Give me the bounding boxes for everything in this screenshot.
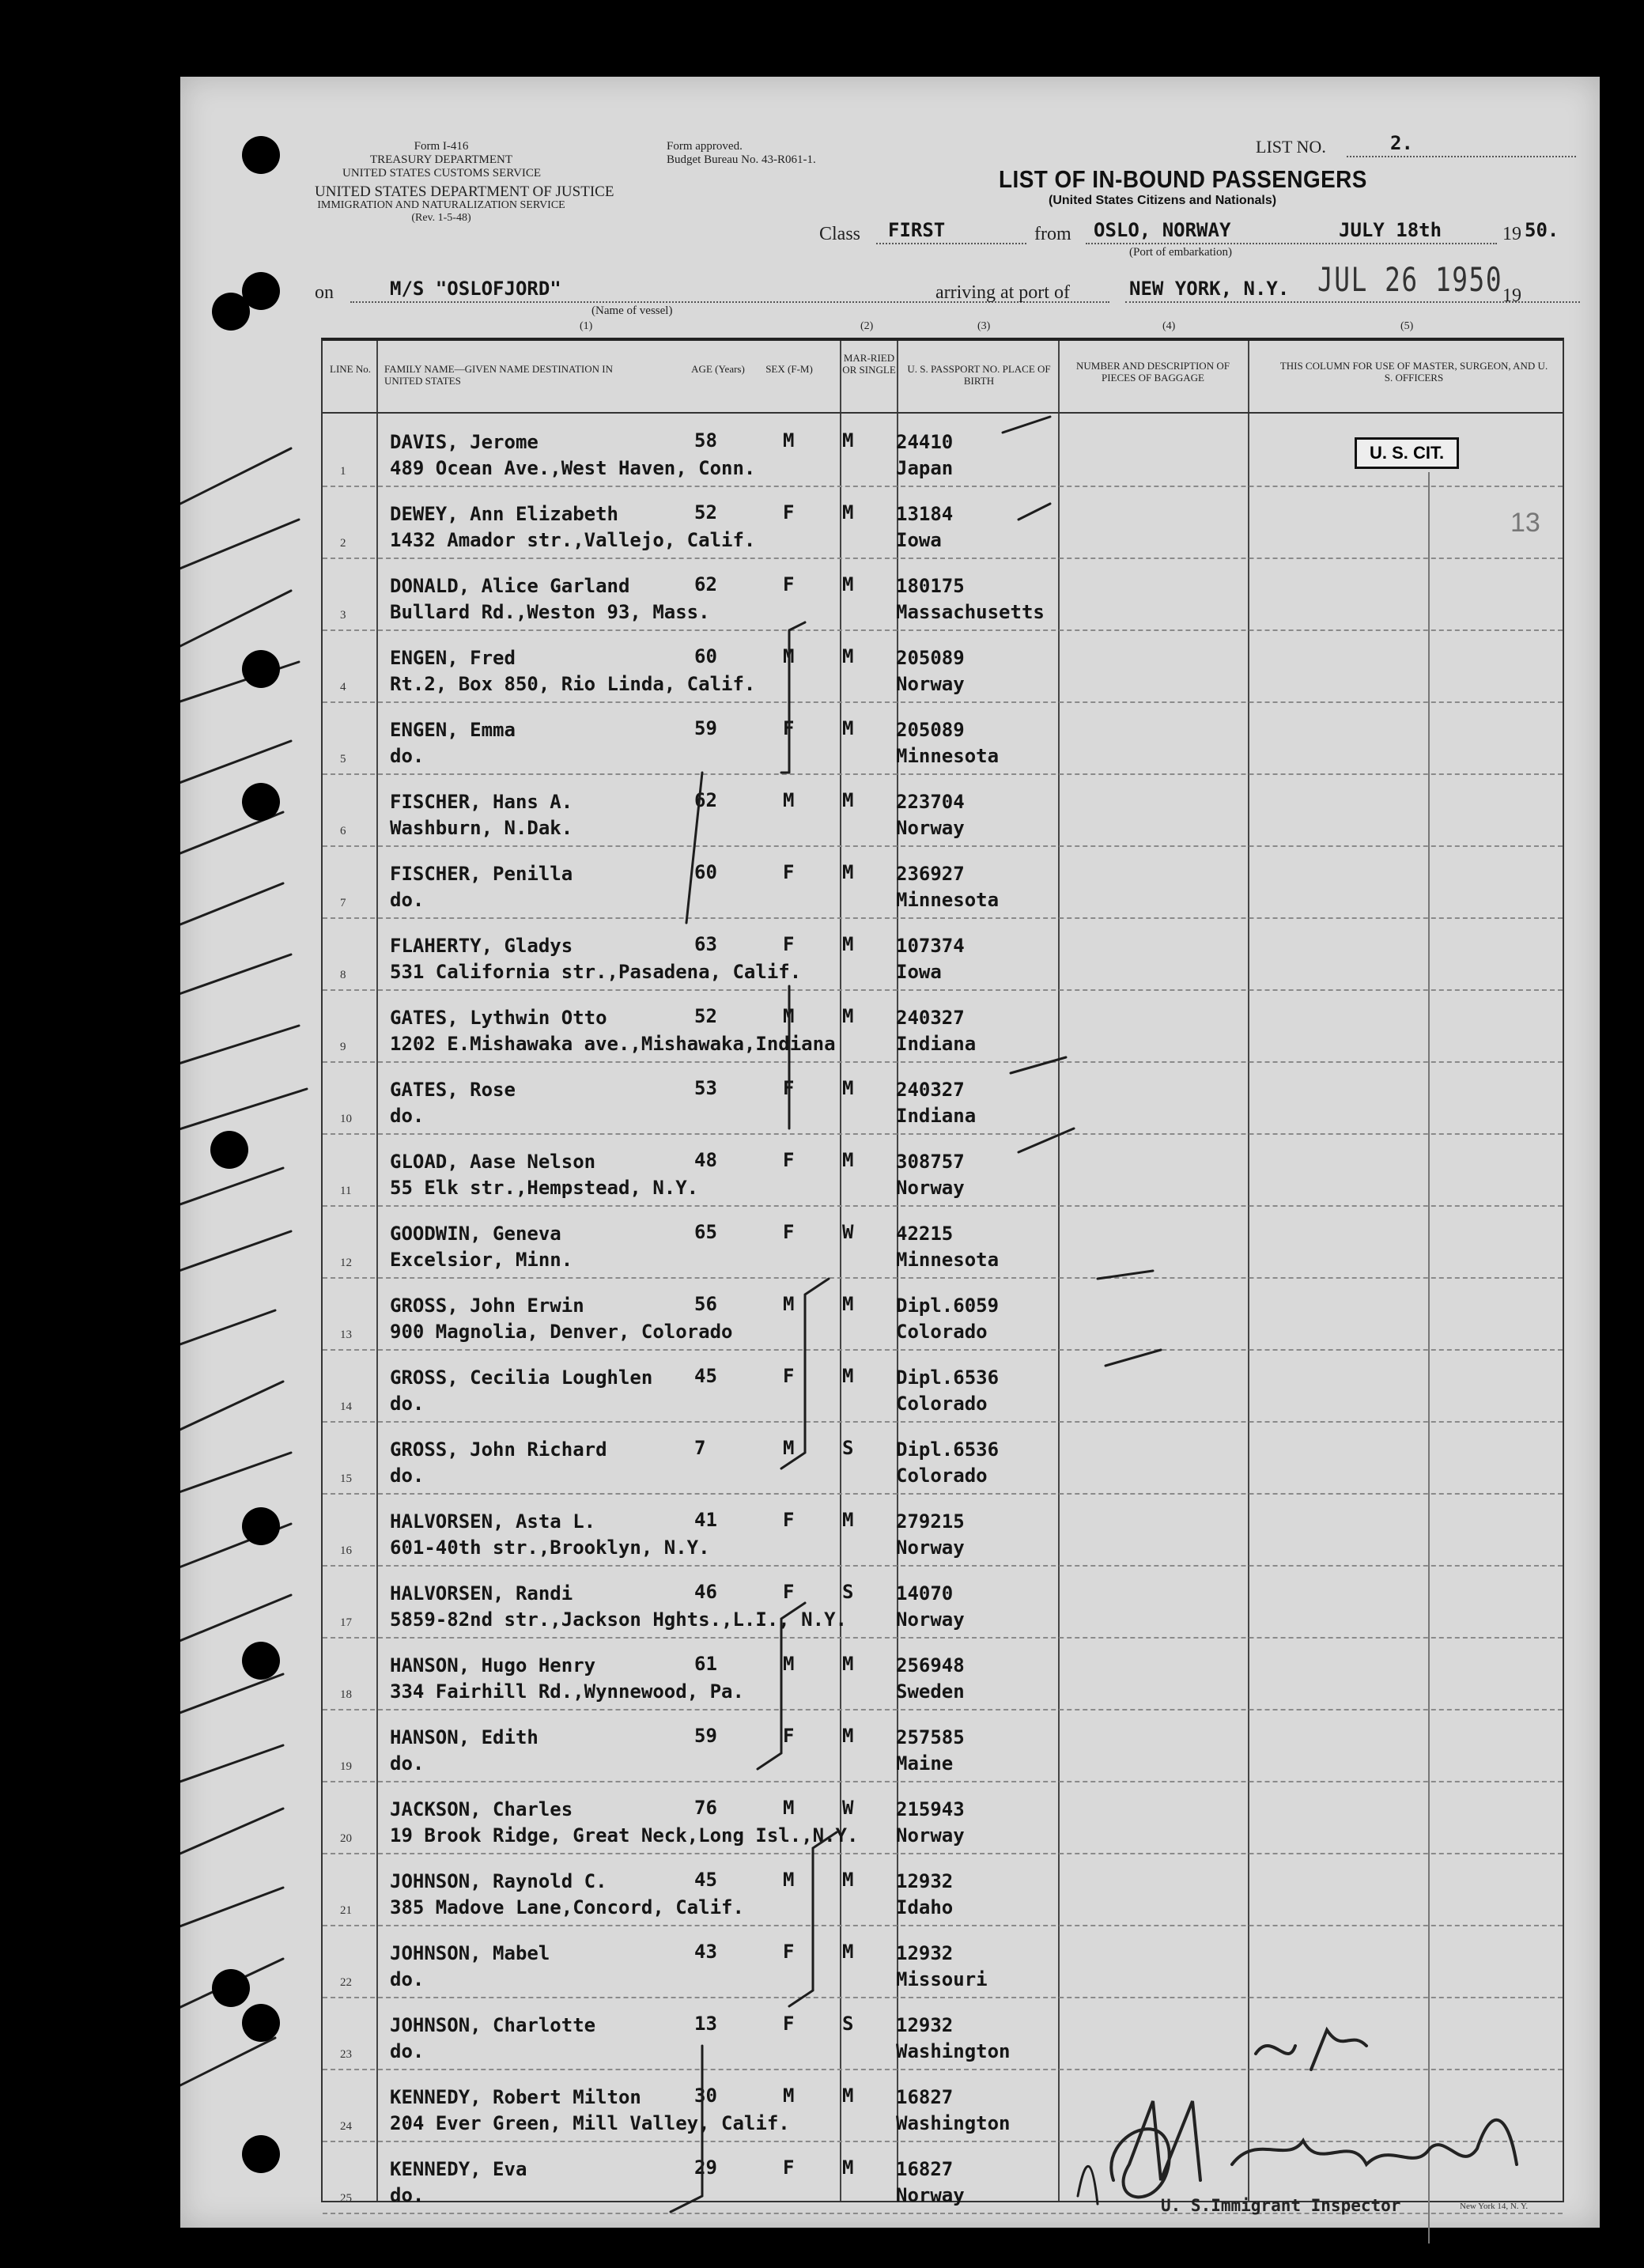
sex-cell: F	[783, 933, 795, 955]
passport-number: 308757	[896, 1151, 965, 1173]
sex-cell: F	[783, 1509, 795, 1531]
arriving-label: arriving at port of	[935, 282, 1070, 303]
sex-cell: F	[783, 717, 795, 739]
destination: do.	[390, 1752, 425, 1775]
marital-cell: M	[842, 1005, 854, 1027]
revision-label: (Rev. 1-5-48)	[411, 212, 471, 224]
form-number: Form I-416	[414, 140, 469, 153]
destination: 1202 E.Mishawaka ave.,Mishawaka,Indiana	[390, 1033, 836, 1055]
destination: 385 Madove Lane,Concord, Calif.	[390, 1896, 744, 1918]
port-embark-label: (Port of embarkation)	[1129, 246, 1232, 259]
sex-cell: F	[783, 501, 795, 524]
destination: 900 Magnolia, Denver, Colorado	[390, 1321, 733, 1343]
passport-number: 180175	[896, 575, 965, 597]
place-of-birth: Norway	[896, 2184, 965, 2206]
destination: do.	[390, 889, 425, 911]
place-of-birth: Iowa	[896, 529, 942, 551]
passenger-name: FISCHER, Hans A.	[390, 791, 573, 813]
vessel-name: M/S "OSLOFJORD"	[390, 278, 561, 300]
passport-number: 256948	[896, 1654, 965, 1676]
destination: 531 California str.,Pasadena, Calif.	[390, 961, 802, 983]
place-of-birth: Idaho	[896, 1896, 954, 1918]
passenger-name: DEWEY, Ann Elizabeth	[390, 503, 618, 525]
age-cell: 58	[694, 429, 717, 452]
line-number: 8	[340, 969, 346, 981]
place-of-birth: Minnesota	[896, 1249, 1000, 1271]
line-number: 17	[340, 1616, 352, 1629]
manifest-page	[180, 77, 1600, 2228]
line-number: 23	[340, 2048, 352, 2061]
line-number: 5	[340, 753, 346, 765]
line-number: 10	[340, 1113, 352, 1125]
page-subtitle: (United States Citizens and Nationals)	[1049, 194, 1277, 207]
age-cell: 62	[694, 573, 717, 595]
inspector-label: U. S.Immigrant Inspector	[1161, 2196, 1401, 2215]
col-age: AGE (Years)	[691, 363, 745, 375]
year-value: 50.	[1525, 219, 1559, 241]
marital-cell: M	[842, 1077, 854, 1099]
line-number: 2	[340, 537, 346, 550]
col-num-1: (1)	[580, 320, 593, 332]
place-of-birth: Indiana	[896, 1033, 977, 1055]
line-number: 3	[340, 609, 346, 622]
marital-cell: M	[842, 2085, 854, 2107]
passport-number: Dipl.6059	[896, 1295, 1000, 1317]
passenger-name: GATES, Rose	[390, 1079, 516, 1101]
age-cell: 60	[694, 861, 717, 883]
from-value: OSLO, NORWAY	[1094, 219, 1231, 241]
passenger-name: GROSS, Cecilia Loughlen	[390, 1366, 653, 1389]
marital-cell: M	[842, 1149, 854, 1171]
form-approved: Form approved.	[667, 140, 743, 153]
destination: 5859-82nd str.,Jackson Hghts.,L.I., N.Y.	[390, 1608, 847, 1631]
sex-cell: M	[783, 1005, 795, 1027]
sex-cell: F	[783, 1581, 795, 1603]
sex-cell: F	[783, 1077, 795, 1099]
destination: 489 Ocean Ave.,West Haven, Conn.	[390, 457, 756, 479]
punch-hole	[212, 1969, 250, 2007]
passport-number: 42215	[896, 1223, 954, 1245]
place-of-birth: Washington	[896, 2112, 1011, 2134]
year-suffix: 19	[1502, 285, 1521, 306]
passenger-name: ENGEN, Fred	[390, 647, 516, 669]
col-sex: SEX (F-M)	[765, 363, 813, 375]
col-num-3: (3)	[977, 320, 991, 332]
marital-cell: M	[842, 1941, 854, 1963]
destination: do.	[390, 1968, 425, 1990]
col-officers: THIS COLUMN FOR USE OF MASTER, SURGEON, AND U. S. OFFICERS	[1279, 360, 1548, 384]
col-num-4: (4)	[1162, 320, 1176, 332]
age-cell: 45	[694, 1869, 717, 1891]
marital-cell: M	[842, 933, 854, 955]
age-cell: 29	[694, 2156, 717, 2179]
col-num-5: (5)	[1400, 320, 1414, 332]
age-cell: 53	[694, 1077, 717, 1099]
year-prefix: 19	[1502, 224, 1521, 244]
sex-cell: F	[783, 2156, 795, 2179]
place-of-birth: Iowa	[896, 961, 942, 983]
marital-cell: M	[842, 1869, 854, 1891]
us-citizen-stamp: U. S. CIT.	[1355, 437, 1459, 469]
sex-cell: M	[783, 1437, 795, 1459]
line-number: 25	[340, 2192, 352, 2205]
marital-cell: W	[842, 1797, 854, 1819]
passenger-name: GATES, Lythwin Otto	[390, 1007, 607, 1029]
passenger-name: GLOAD, Aase Nelson	[390, 1151, 596, 1173]
place-of-birth: Colorado	[896, 1465, 988, 1487]
passport-number: 14070	[896, 1582, 954, 1605]
destination: do.	[390, 1393, 425, 1415]
sex-cell: F	[783, 1221, 795, 1243]
marital-cell: M	[842, 573, 854, 595]
marital-cell: M	[842, 1365, 854, 1387]
punch-hole	[242, 2004, 280, 2042]
sex-cell: M	[783, 1797, 795, 1819]
line-number: 16	[340, 1544, 352, 1557]
passenger-name: JOHNSON, Mabel	[390, 1942, 550, 1964]
marital-cell: M	[842, 717, 854, 739]
passenger-name: HALVORSEN, Asta L.	[390, 1510, 596, 1533]
age-cell: 46	[694, 1581, 717, 1603]
passenger-name: FISCHER, Penilla	[390, 863, 573, 885]
destination: 19 Brook Ridge, Great Neck,Long Isl.,N.Y.	[390, 1824, 859, 1847]
passenger-name: GROSS, John Richard	[390, 1438, 607, 1461]
destination: do.	[390, 745, 425, 767]
list-number: 2.	[1390, 132, 1413, 154]
marital-cell: S	[842, 2013, 854, 2035]
destination: 601-40th str.,Brooklyn, N.Y.	[390, 1537, 710, 1559]
sex-cell: F	[783, 1941, 795, 1963]
date-value: JULY 18th	[1339, 219, 1442, 241]
place-of-birth: Maine	[896, 1752, 954, 1775]
age-cell: 45	[694, 1365, 717, 1387]
passport-number: 240327	[896, 1007, 965, 1029]
col-baggage: NUMBER AND DESCRIPTION OF PIECES OF BAGGAGE	[1076, 360, 1230, 384]
sex-cell: M	[783, 2085, 795, 2107]
passport-number: 24410	[896, 431, 954, 453]
passenger-name: GOODWIN, Geneva	[390, 1223, 561, 1245]
arriving-port: NEW YORK, N.Y.	[1129, 278, 1290, 300]
place-of-birth: Norway	[896, 1537, 965, 1559]
line-number: 22	[340, 1976, 352, 1989]
destination: Washburn, N.Dak.	[390, 817, 573, 839]
marital-cell: M	[842, 1509, 854, 1531]
line-number: 20	[340, 1832, 352, 1845]
punch-hole	[242, 2135, 280, 2173]
line-number: 15	[340, 1472, 352, 1485]
age-cell: 43	[694, 1941, 717, 1963]
passport-number: 257585	[896, 1726, 965, 1748]
treasury-dept: TREASURY DEPARTMENT	[369, 153, 513, 166]
passenger-name: HANSON, Hugo Henry	[390, 1654, 596, 1676]
line-number: 6	[340, 825, 346, 837]
age-cell: 61	[694, 1653, 717, 1675]
passenger-name: KENNEDY, Robert Milton	[390, 2086, 641, 2108]
passport-number: Dipl.6536	[896, 1366, 1000, 1389]
line-number: 4	[340, 681, 346, 694]
age-cell: 56	[694, 1293, 717, 1315]
line-number: 12	[340, 1257, 352, 1269]
marital-cell: W	[842, 1221, 854, 1243]
sex-cell: M	[783, 789, 795, 811]
destination: do.	[390, 1105, 425, 1127]
passport-number: 16827	[896, 2158, 954, 2180]
class-value: FIRST	[888, 219, 946, 241]
place-of-birth: Missouri	[896, 1968, 988, 1990]
age-cell: 63	[694, 933, 717, 955]
marital-cell: M	[842, 429, 854, 452]
passport-number: 240327	[896, 1079, 965, 1101]
destination: 1432 Amador str.,Vallejo, Calif.	[390, 529, 756, 551]
passport-number: 12932	[896, 2014, 954, 2036]
passport-number: 215943	[896, 1798, 965, 1820]
punch-hole	[242, 136, 280, 174]
destination: do.	[390, 1465, 425, 1487]
age-cell: 30	[694, 2085, 717, 2107]
col-line-no: LINE No.	[330, 363, 371, 375]
destination: do.	[390, 2184, 425, 2206]
vessel-label: (Name of vessel)	[591, 304, 673, 317]
marital-cell: M	[842, 1293, 854, 1315]
passenger-name: JOHNSON, Charlotte	[390, 2014, 596, 2036]
line-number: 9	[340, 1041, 346, 1053]
age-cell: 65	[694, 1221, 717, 1243]
age-cell: 13	[694, 2013, 717, 2035]
marital-cell: M	[842, 789, 854, 811]
marital-cell: M	[842, 1725, 854, 1747]
list-label: LIST NO.	[1256, 137, 1326, 157]
line-number: 13	[340, 1329, 352, 1341]
place-of-birth: Sweden	[896, 1680, 965, 1703]
place-of-birth: Norway	[896, 817, 965, 839]
passport-number: 12932	[896, 1942, 954, 1964]
passport-number: 13184	[896, 503, 954, 525]
line-number: 21	[340, 1904, 352, 1917]
passenger-name: JACKSON, Charles	[390, 1798, 573, 1820]
sex-cell: M	[783, 1653, 795, 1675]
col-num-2: (2)	[860, 320, 874, 332]
place-of-birth: Colorado	[896, 1321, 988, 1343]
passenger-name: FLAHERTY, Gladys	[390, 935, 573, 957]
line-number: 11	[340, 1185, 352, 1197]
class-label: Class	[819, 224, 861, 244]
inspector-signature	[1111, 2030, 1517, 2197]
line-number: 18	[340, 1688, 352, 1701]
passport-number: 223704	[896, 791, 965, 813]
place-of-birth: Washington	[896, 2040, 1011, 2062]
col-married: MAR-RIED OR SINGLE	[842, 352, 896, 376]
punch-hole	[242, 1642, 280, 1680]
age-cell: 41	[694, 1509, 717, 1531]
marital-cell: S	[842, 1581, 854, 1603]
page-title: LIST OF IN-BOUND PASSENGERS	[999, 165, 1367, 193]
marital-cell: M	[842, 501, 854, 524]
place-of-birth: Norway	[896, 1824, 965, 1847]
marital-cell: M	[842, 2156, 854, 2179]
line-number: 19	[340, 1760, 352, 1773]
destination: 334 Fairhill Rd.,Wynnewood, Pa.	[390, 1680, 744, 1703]
sex-cell: M	[783, 1293, 795, 1315]
place-of-birth: Norway	[896, 673, 965, 695]
passenger-name: JOHNSON, Raynold C.	[390, 1870, 607, 1892]
sex-cell: F	[783, 1149, 795, 1171]
place-of-birth: Colorado	[896, 1393, 988, 1415]
age-cell: 52	[694, 1005, 717, 1027]
passenger-name: HANSON, Edith	[390, 1726, 539, 1748]
destination: 204 Ever Green, Mill Valley, Calif.	[390, 2112, 790, 2134]
on-label: on	[315, 282, 334, 303]
marital-cell: M	[842, 1653, 854, 1675]
sex-cell: F	[783, 573, 795, 595]
punch-hole	[242, 1507, 280, 1545]
marital-cell: M	[842, 861, 854, 883]
sex-cell: F	[783, 2013, 795, 2035]
sex-cell: M	[783, 645, 795, 667]
sex-cell: F	[783, 1725, 795, 1747]
from-label: from	[1034, 224, 1071, 244]
passport-number: 205089	[896, 719, 965, 741]
passport-number: Dipl.6536	[896, 1438, 1000, 1461]
line-number: 7	[340, 897, 346, 909]
destination: Rt.2, Box 850, Rio Linda, Calif.	[390, 673, 756, 695]
punch-hole	[242, 650, 280, 688]
side-number: 13	[1510, 508, 1540, 538]
marital-cell: S	[842, 1437, 854, 1459]
budget-bureau: Budget Bureau No. 43-R061-1.	[667, 153, 816, 166]
destination: Excelsior, Minn.	[390, 1249, 573, 1271]
place-of-birth: Norway	[896, 1608, 965, 1631]
passenger-name: DONALD, Alice Garland	[390, 575, 630, 597]
place-of-birth: Norway	[896, 1177, 965, 1199]
passenger-name: KENNEDY, Eva	[390, 2158, 527, 2180]
dept-justice: UNITED STATES DEPARTMENT OF JUSTICE	[315, 183, 614, 200]
passport-number: 12932	[896, 1870, 954, 1892]
line-number: 24	[340, 2120, 352, 2133]
sex-cell: F	[783, 1365, 795, 1387]
age-cell: 59	[694, 717, 717, 739]
punch-hole	[242, 783, 280, 821]
age-cell: 76	[694, 1797, 717, 1819]
destination: 55 Elk str.,Hempstead, N.Y.	[390, 1177, 699, 1199]
col-passport: U. S. PASSPORT NO. PLACE OF BIRTH	[907, 363, 1051, 387]
age-cell: 62	[694, 789, 717, 811]
passenger-name: GROSS, John Erwin	[390, 1295, 584, 1317]
line-number: 1	[340, 465, 346, 478]
age-cell: 60	[694, 645, 717, 667]
age-cell: 52	[694, 501, 717, 524]
passport-number: 107374	[896, 935, 965, 957]
sex-cell: M	[783, 1869, 795, 1891]
age-cell: 59	[694, 1725, 717, 1747]
handwritten-marks	[180, 77, 1600, 2228]
passenger-name: HALVORSEN, Randi	[390, 1582, 573, 1605]
passenger-name: ENGEN, Emma	[390, 719, 516, 741]
check-mark-1	[180, 448, 291, 520]
line-number: 14	[340, 1400, 352, 1413]
age-cell: 48	[694, 1149, 717, 1171]
passport-number: 205089	[896, 647, 965, 669]
passport-number: 279215	[896, 1510, 965, 1533]
destination: do.	[390, 2040, 425, 2062]
age-cell: 7	[694, 1437, 706, 1459]
passport-number: 236927	[896, 863, 965, 885]
destination: Bullard Rd.,Weston 93, Mass.	[390, 601, 710, 623]
marital-cell: M	[842, 645, 854, 667]
passport-number: 16827	[896, 2086, 954, 2108]
arrival-date-stamp: JUL 26 1950	[1317, 260, 1503, 299]
sex-cell: F	[783, 861, 795, 883]
punch-hole	[210, 1131, 248, 1169]
place-of-birth: Minnesota	[896, 889, 1000, 911]
ins-label: IMMIGRATION AND NATURALIZATION SERVICE	[317, 199, 565, 211]
place-of-birth: Massachusetts	[896, 601, 1045, 623]
passenger-name: DAVIS, Jerome	[390, 431, 539, 453]
col-name: FAMILY NAME—GIVEN NAME DESTINATION IN UNITED STATES	[384, 363, 614, 387]
punch-hole	[212, 293, 250, 331]
customs-service: UNITED STATES CUSTOMS SERVICE	[342, 167, 542, 180]
place-of-birth: Minnesota	[896, 745, 1000, 767]
place-of-birth: Japan	[896, 457, 954, 479]
sex-cell: M	[783, 429, 795, 452]
place-of-birth: Indiana	[896, 1105, 977, 1127]
footer-form: New York 14, N. Y.	[1460, 2202, 1529, 2211]
